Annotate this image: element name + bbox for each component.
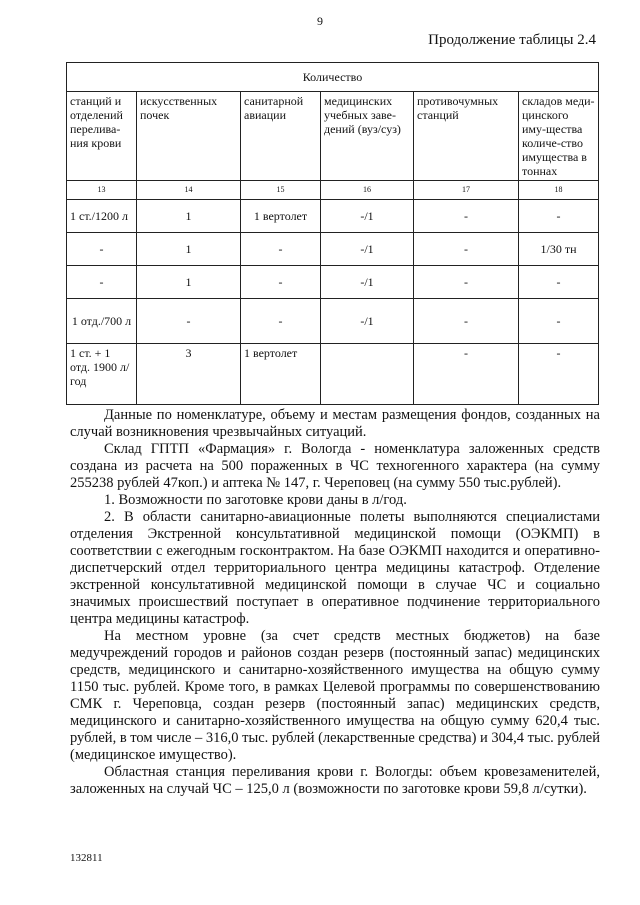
- column-header: медицинских учебных заве-дений (вуз/суз): [321, 92, 414, 181]
- column-number: 16: [321, 181, 414, 200]
- table-cell: -: [519, 200, 599, 233]
- column-number-row: [67, 181, 599, 200]
- paragraph: Областная станция переливания крови г. Вологды: объем кровезаменителей, заложенных на случай ЧС – 125,0 л (возможности по заготовке крови 59,8 л/сутки).: [70, 764, 600, 797]
- table-cell: -: [414, 233, 519, 266]
- table-cell: 1 ст. + 1 отд. 1900 л/год: [67, 344, 137, 405]
- table-cell: -: [67, 233, 137, 266]
- page-number: 9: [317, 14, 323, 28]
- table-cell: -/1: [321, 233, 414, 266]
- column-number: 18: [519, 181, 599, 200]
- table-cell: -: [241, 266, 321, 299]
- table-cell: -: [414, 299, 519, 344]
- paragraph: Склад ГПТП «Фармация» г. Вологда - номенклатура заложенных средств создана из расчета на 500 пораженных в ЧС техногенного характера (на сумму 255238 рублей 47коп.) и аптека № 147, г. Череповец (на сумму 550 тыс.рублей).: [70, 441, 600, 491]
- table-cell: -: [519, 344, 599, 405]
- table-cell: 3: [137, 344, 241, 405]
- table-caption: Продолжение таблицы 2.4: [428, 32, 596, 48]
- table-row: [67, 200, 599, 233]
- table-cell: -: [67, 266, 137, 299]
- table-cell: -: [414, 200, 519, 233]
- column-number: 17: [414, 181, 519, 200]
- table-cell: -/1: [321, 266, 414, 299]
- column-header-row: [67, 92, 599, 181]
- column-header: складов меди-цинского иму-щества количе-ство имущества в тоннах: [519, 92, 599, 181]
- table-cell: 1: [137, 200, 241, 233]
- group-header: Количество: [67, 63, 599, 92]
- paragraph: 2. В области санитарно-авиационные полеты выполняются специалистами отделения Экстренной консультативной медицинской помощи (ОЭКМП) в соответствии с ежегодным госконтрактом. На базе ОЭКМП находится и оперативно-диспетчерский отдел территориального центра медицины катастроф. Отделение экстренной консультативной медицинской помощи в случае ЧС и социально значимых происшествий поступает в оперативное подчинение территориального центра медицины катастроф.: [70, 509, 600, 627]
- table-cell: -: [414, 344, 519, 405]
- table-cell: -: [414, 266, 519, 299]
- quantity-table: [66, 62, 599, 405]
- column-header: противочумных станций: [414, 92, 519, 181]
- table-cell: -: [519, 266, 599, 299]
- column-number: 13: [67, 181, 137, 200]
- column-number: 14: [137, 181, 241, 200]
- column-number: 15: [241, 181, 321, 200]
- table-cell: -: [137, 299, 241, 344]
- table-cell: 1 вертолет: [241, 200, 321, 233]
- paragraph: На местном уровне (за счет средств местных бюджетов) на базе медучреждений городов и районов создан резерв (постоянный запас) медицинских средств, медицинского и санитарно-хозяйственного имущества на общую сумму 1150 тыс. рублей. Кроме того, в рамках Целевой программы по совершенствованию СМК г. Череповца, создан резерв (постоянный запас) медицинских средств, медицинского и санитарно-хозяйственного имущества на общую сумму 620,4 тыс. рублей, в том числе – 316,0 тыс. рублей (лекарственные средства) и 304,4 тыс. рублей (медицинское имущество).: [70, 628, 600, 763]
- table-row: [67, 266, 599, 299]
- table-cell: 1 отд./700 л: [67, 299, 137, 344]
- column-header: искусственных почек: [137, 92, 241, 181]
- table-row: [67, 299, 599, 344]
- body-text: [70, 407, 600, 798]
- table-cell: -/1: [321, 200, 414, 233]
- table-cell: 1: [137, 266, 241, 299]
- column-header: станций и отделений перелива-ния крови: [67, 92, 137, 181]
- table-row: [67, 233, 599, 266]
- table-cell: -/1: [321, 299, 414, 344]
- table-row: [67, 344, 599, 405]
- table-cell: 1 вертолет: [241, 344, 321, 405]
- table-cell: -: [241, 233, 321, 266]
- paragraph: Данные по номенклатуре, объему и местам размещения фондов, созданных на случай возникновения чрезвычайных ситуаций.: [70, 407, 600, 440]
- table-cell: 1: [137, 233, 241, 266]
- table-cell: [321, 344, 414, 405]
- table-cell: -: [519, 299, 599, 344]
- table-cell: 1 ст./1200 л: [67, 200, 137, 233]
- table-cell: 1/30 тн: [519, 233, 599, 266]
- footer-code: 132811: [70, 852, 103, 864]
- paragraph: 1. Возможности по заготовке крови даны в л/год.: [104, 492, 407, 508]
- table-cell: -: [241, 299, 321, 344]
- column-header: санитарной авиации: [241, 92, 321, 181]
